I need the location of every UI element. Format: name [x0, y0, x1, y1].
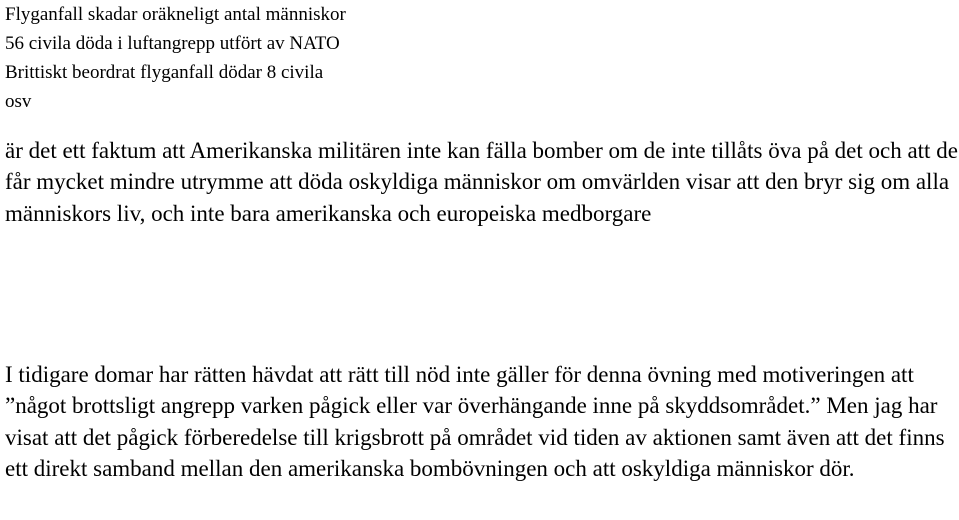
headline-list — [5, 0, 346, 116]
headline-2: 56 civila döda i luftangrepp utfört av NATO — [5, 33, 340, 54]
paragraph-1: är det ett faktum att Amerikanska militären inte kan fälla bomber om de inte tillåts öva på det och att de får mycket mindre utrymme att döda oskyldiga människor om omvärlden visar att den bryr sig om alla människors liv, och inte bara amerikanska och europeiska medborgare — [5, 138, 958, 226]
headline-etc: osv — [5, 91, 32, 112]
paragraph-2: I tidigare domar har rätten hävdat att rätt till nöd inte gäller för denna övning med motiveringen att ”något brottsligt angrepp varken pågick eller var överhängande inne på skyddsområdet.” Men jag har visat att det pågick förberedelse till krigsbrott på området vid tiden av aktionen samt även att det finns ett direkt samband mellan den amerikanska bombövningen och att oskyldiga människor dör. — [5, 362, 945, 482]
headline-1: Flyganfall skadar oräkneligt antal människor — [5, 4, 346, 25]
headline-3: Brittiskt beordrat flyganfall dödar 8 civila — [5, 62, 324, 83]
